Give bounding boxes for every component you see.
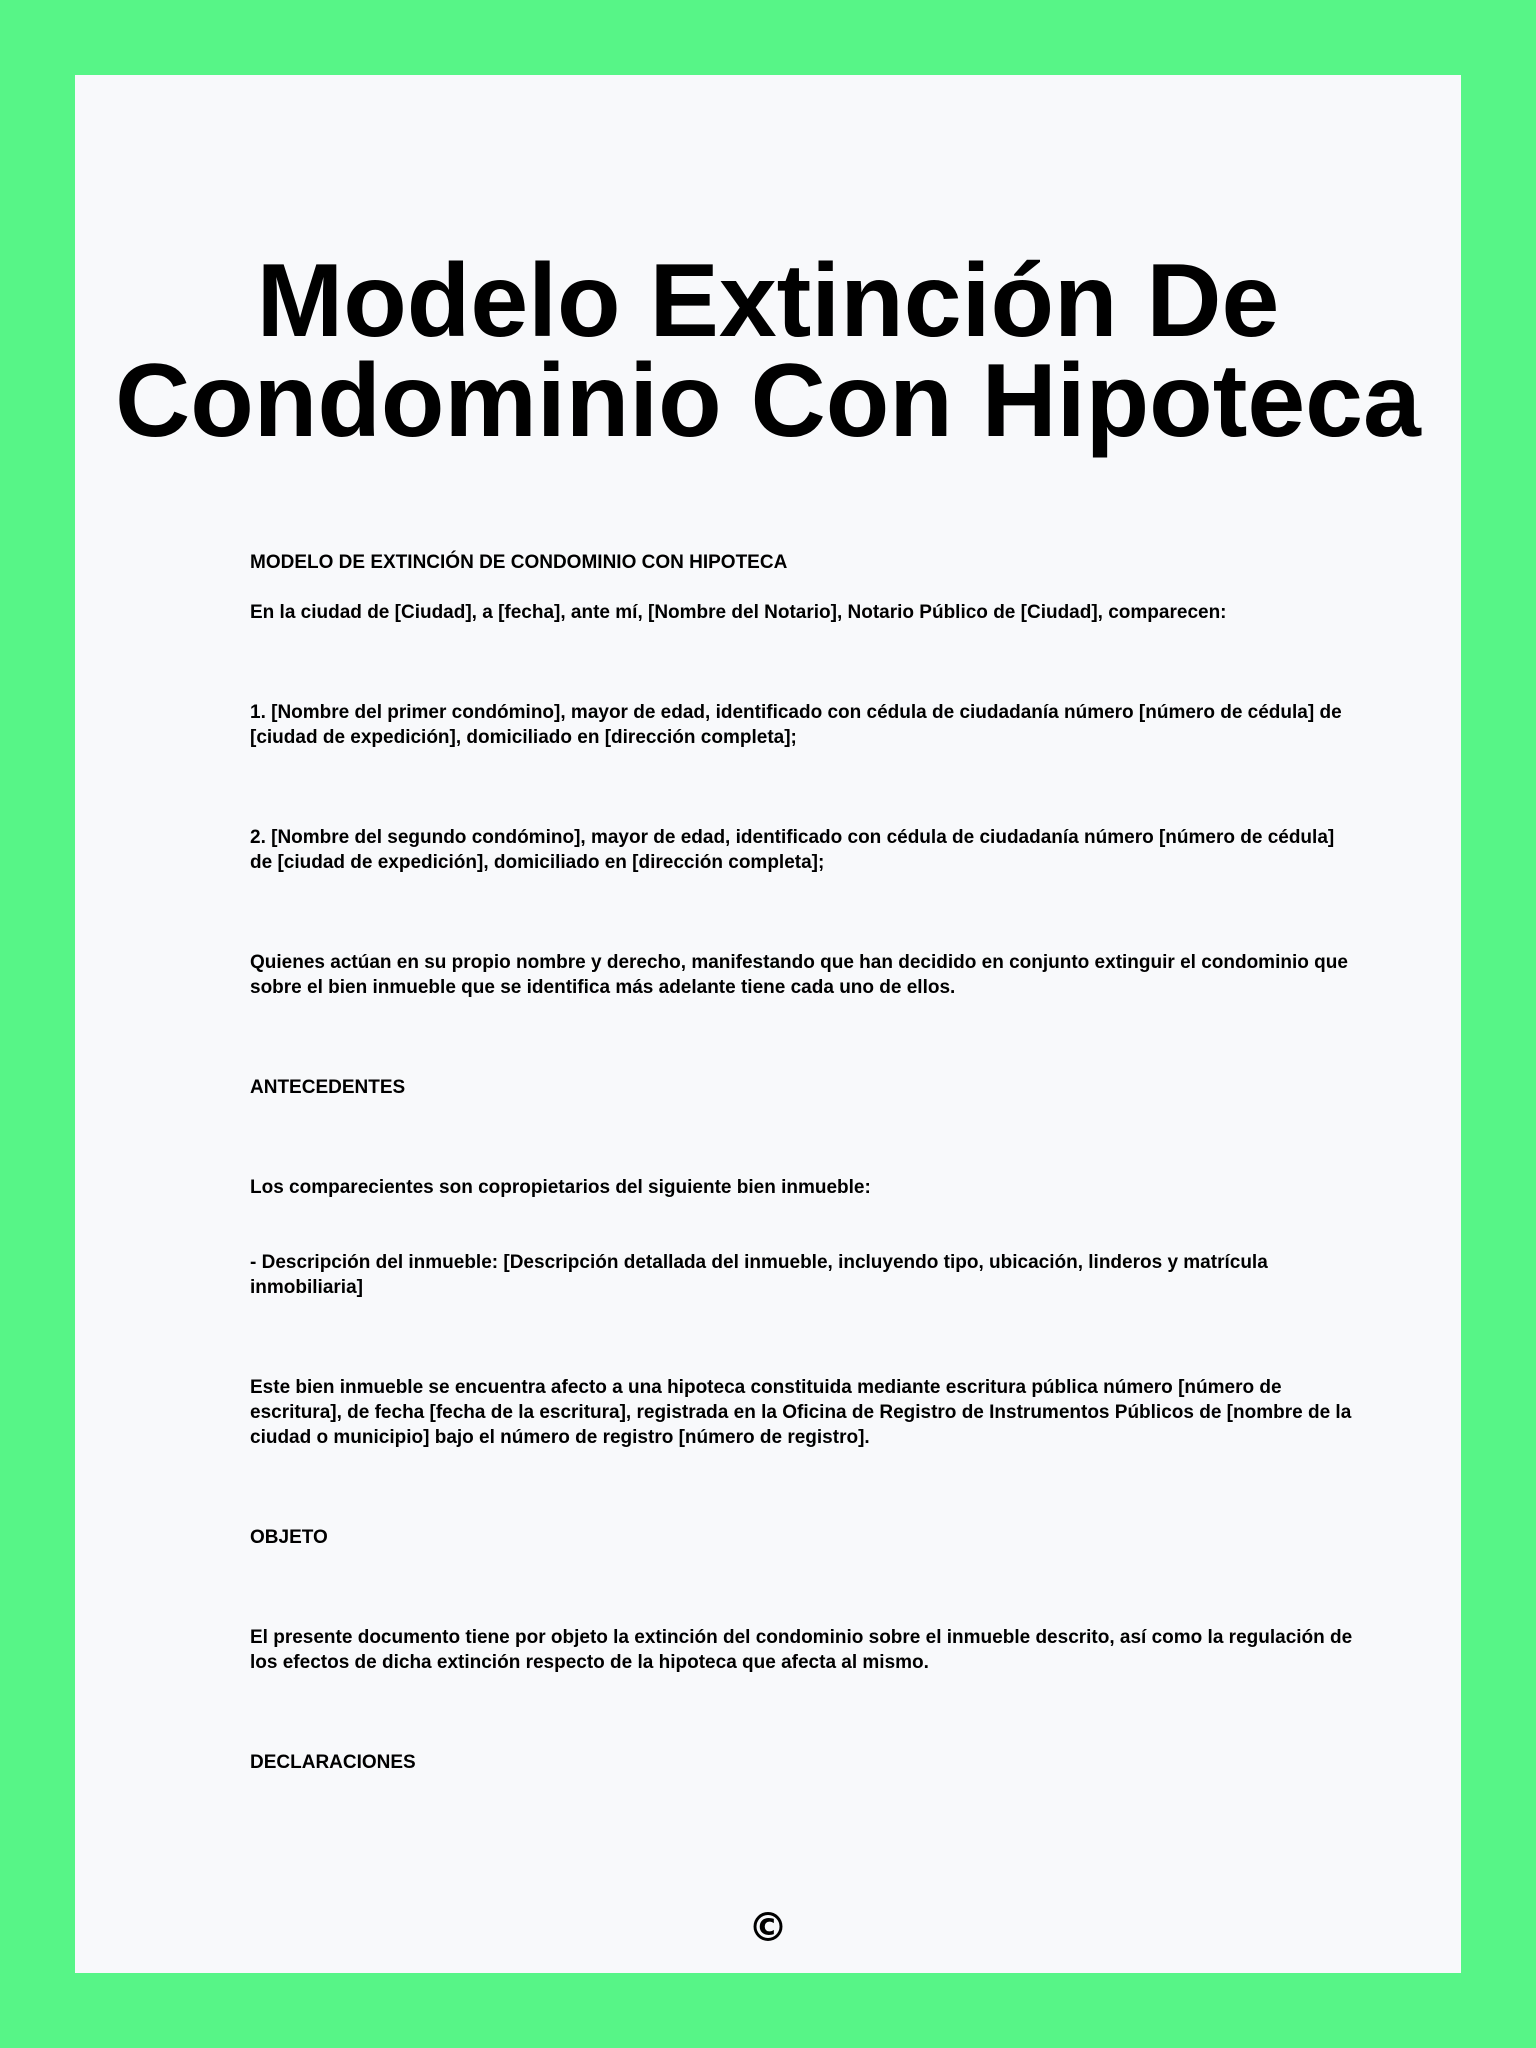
document-page xyxy=(75,75,1461,1973)
copyright-icon: © xyxy=(748,1905,788,1951)
party-2-paragraph: 2. [Nombre del segundo condómino], mayor de edad, identificado con cédula de ciudadanía número [número de cédula] de [ciudad de expedición], domiciliado en [dirección completa]; xyxy=(250,827,1335,873)
document-title-line-1: Modelo Extinción De xyxy=(256,243,1280,359)
section-heading-declaraciones: DECLARACIONES xyxy=(250,1752,416,1773)
document-title xyxy=(75,243,1461,459)
document-heading: MODELO DE EXTINCIÓN DE CONDOMINIO CON HIPOTECA xyxy=(250,552,788,573)
statement-paragraph: Quienes actúan en su propio nombre y derecho, manifestando que han decidido en conjunto extinguir el condominio que sobre el bien inmueble que se identifica más adelante tiene cada uno de ellos. xyxy=(250,952,1348,998)
purpose-paragraph: El presente documento tiene por objeto la extinción del condominio sobre el inmueble descrito, así como la regulación de los efectos de dicha extinción respecto de la hipoteca que afecta al mismo. xyxy=(250,1627,1353,1673)
document-title-line-2: Condominio Con Hipoteca xyxy=(115,343,1421,459)
mortgage-paragraph: Este bien inmueble se encuentra afecto a una hipoteca constituida mediante escritura pública número [número de escritura], de fecha [fecha de la escritura], registrada en la Oficina de Registro de Instrumentos Públicos de [nombre de la ciudad o municipio] bajo el número de registro [número de registro]. xyxy=(250,1377,1352,1448)
property-description-paragraph: - Descripción del inmueble: [Descripción detallada del inmueble, incluyendo tipo, ubicación, linderos y matrícula inmobiliaria] xyxy=(250,1252,1268,1298)
section-heading-objeto: OBJETO xyxy=(250,1527,328,1548)
section-heading-antecedentes: ANTECEDENTES xyxy=(250,1077,406,1098)
intro-paragraph: En la ciudad de [Ciudad], a [fecha], ante mí, [Nombre del Notario], Notario Público de [Ciudad], comparecen: xyxy=(250,602,1227,623)
co-owners-paragraph: Los comparecientes son copropietarios del siguiente bien inmueble: xyxy=(250,1177,871,1198)
document-body xyxy=(250,550,1360,1775)
party-1-paragraph: 1. [Nombre del primer condómino], mayor de edad, identificado con cédula de ciudadanía número [número de cédula] de [ciudad de expedición], domiciliado en [dirección completa]; xyxy=(250,702,1342,748)
